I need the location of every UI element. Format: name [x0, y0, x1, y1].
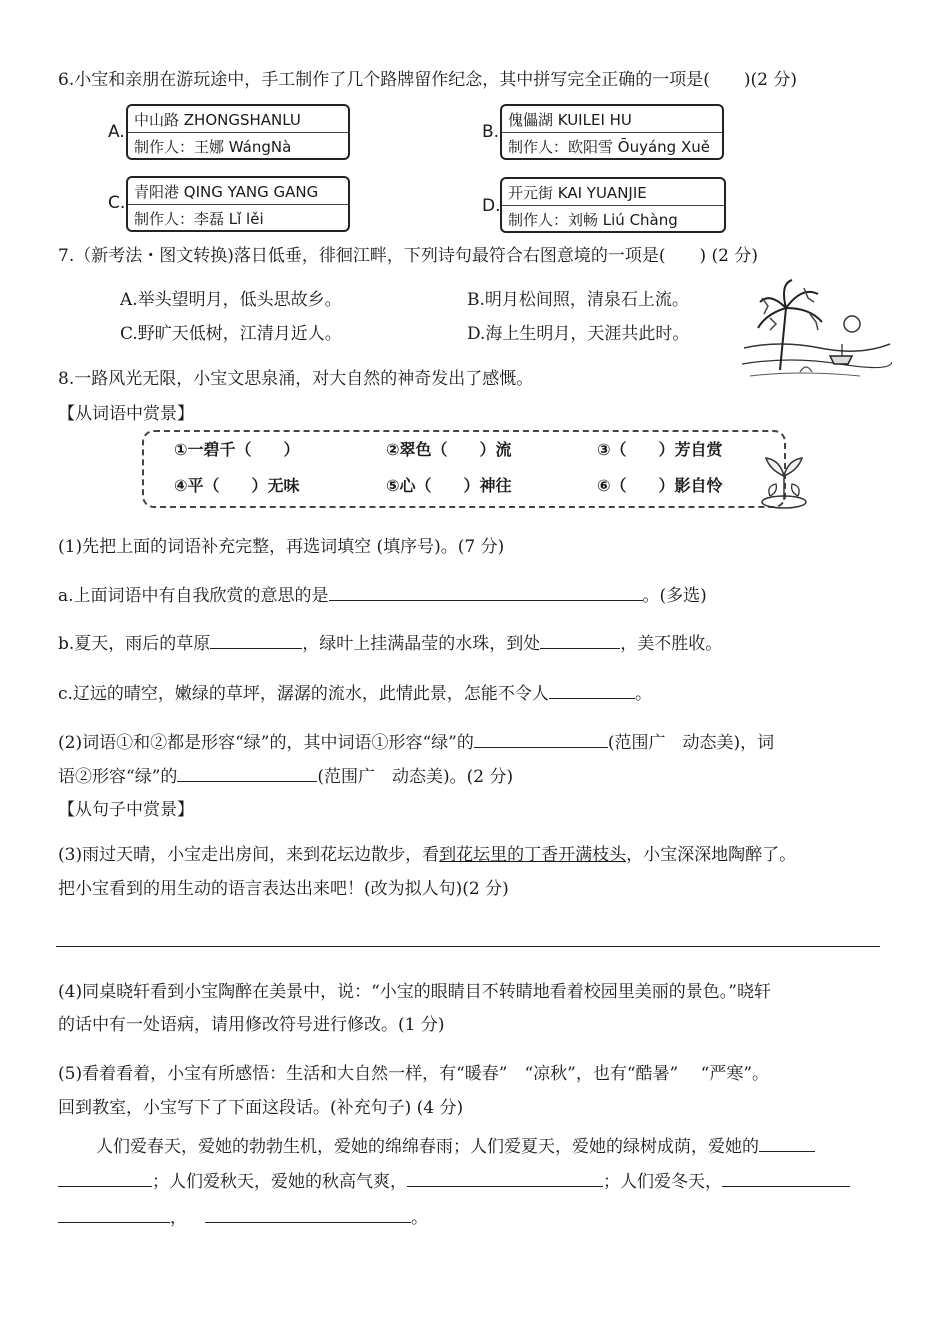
q6-option-c-letter: C.	[108, 193, 126, 213]
q6-option-a-letter: A.	[108, 122, 125, 142]
q8-p3-underlined: 到花坛里的丁香开满枝头	[439, 845, 627, 865]
sign-a-line1: 中山路 ZHONGSHANLU	[134, 111, 301, 129]
q7-option-c: C.野旷天低树，江清月近人。	[120, 324, 342, 344]
q8-part4-line2: 的话中有一处语病，请用修改符号进行修改。(1 分)	[58, 1015, 445, 1035]
riverside-sunset-illustration	[740, 278, 892, 380]
idiom-1: ①一碧千（ ）	[174, 440, 300, 459]
q8-c-prefix: c.辽远的晴空，嫩绿的草坪，潺潺的流水，此情此景，怎能不令人	[58, 684, 549, 704]
q8-p5-l4-post: ；人们爱冬天，	[603, 1172, 722, 1192]
idiom-3: ③（ ）芳自赏	[597, 440, 723, 459]
q8-part5-line1: (5)看着看着，小宝有所感悟：生活和大自然一样，有“暖春” “凉秋”，也有“酷暑” “严寒”。	[58, 1064, 770, 1084]
q8-stem: 8.一路风光无限，小宝文思泉涌，对大自然的神奇发出了感慨。	[58, 369, 534, 389]
q8-part1-a	[58, 582, 707, 608]
answer-blank-p5-6[interactable]	[205, 1204, 411, 1223]
answer-blank-p5-5[interactable]	[58, 1204, 170, 1223]
answer-blank-p5-1[interactable]	[759, 1133, 815, 1152]
q6-option-d-sign	[500, 177, 726, 233]
q8-p5-l5-mid: ，	[170, 1208, 187, 1228]
q7-option-d: D.海上生明月，天涯共此时。	[467, 324, 690, 344]
answer-blank-c[interactable]	[549, 680, 635, 699]
q8-p2-l2-suffix: (范围广 动态美)。(2 分)	[317, 767, 514, 787]
q7-stem: 7.（新考法・图文转换)落日低垂，徘徊江畔，下列诗句最符合右图意境的一项是( ) (2 分)	[58, 246, 759, 266]
q8-p3-suffix: ，小宝深深地陶醉了。	[626, 845, 797, 865]
q8-p5-l5-post: 。	[411, 1208, 428, 1228]
answer-blank-a[interactable]	[329, 582, 643, 601]
answer-blank-p5-2[interactable]	[58, 1168, 152, 1187]
q8-b-prefix: b.夏天，雨后的草原	[58, 634, 211, 654]
q6-stem: 6.小宝和亲朋在游玩途中，手工制作了几个路牌留作纪念，其中拼写完全正确的一项是( )(2 分)	[58, 70, 797, 90]
idiom-2: ②翠色（ ）流	[386, 440, 512, 459]
q8-p2-l2-prefix: 语②形容“绿”的	[58, 767, 178, 787]
q8-part5-line3	[96, 1133, 815, 1159]
q6-option-b-sign	[500, 104, 724, 160]
sign-c-line2: 制作人：李磊 Lǐ lěi	[134, 210, 264, 228]
section-sentence-appreciation: 【从句子中赏景】	[58, 800, 194, 820]
q8-b-suffix: ，美不胜收。	[620, 634, 723, 654]
q8-part3-line2: 把小宝看到的用生动的语言表达出来吧！(改为拟人句)(2 分)	[58, 879, 509, 899]
answer-blank-p2-1[interactable]	[474, 729, 608, 748]
answer-blank-p2-2[interactable]	[177, 763, 317, 782]
q8-part5-line2: 回到教室，小宝写下了下面这段话。(补充句子) (4 分)	[58, 1098, 464, 1118]
q8-p3-prefix: (3)雨过天晴，小宝走出房间，来到花坛边散步，看	[58, 845, 440, 865]
q6-option-a-sign	[126, 104, 350, 160]
q7-option-b: B.明月松间照，清泉石上流。	[467, 290, 689, 310]
sign-d-line1: 开元街 KAI YUANJIE	[508, 184, 647, 202]
q8-a-prefix: a.上面词语中有自我欣赏的意思的是	[58, 586, 329, 606]
q8-p5-l3-text: 人们爱春天，爱她的勃勃生机，爱她的绵绵春雨；人们爱夏天，爱她的绿树成荫，爱她的	[96, 1137, 759, 1157]
q8-part5-line5	[58, 1204, 428, 1230]
answer-blank-p5-3[interactable]	[407, 1168, 603, 1187]
sign-a-line2: 制作人：王娜 WángNà	[134, 138, 292, 156]
idiom-4: ④平（ ）无味	[174, 476, 300, 495]
q8-part1-b	[58, 630, 722, 656]
q8-part1: (1)先把上面的词语补充完整，再选词填空 (填序号)。(7 分)	[58, 537, 505, 557]
q7-option-a: A.举头望明月，低头思故乡。	[120, 290, 342, 310]
answer-line-p3[interactable]	[56, 946, 880, 947]
idiom-5: ⑤心（ ）神往	[386, 476, 512, 495]
idiom-6: ⑥（ ）影自怜	[597, 476, 723, 495]
sign-c-line1: 青阳港 QING YANG GANG	[134, 183, 319, 201]
flower-decoration-icon	[758, 452, 810, 510]
q6-option-c-sign	[126, 176, 350, 232]
answer-blank-b2[interactable]	[540, 630, 620, 649]
q8-p2-prefix: (2)词语①和②都是形容“绿”的，其中词语①形容“绿”的	[58, 733, 474, 753]
q8-p2-suffix: (范围广 动态美)，词	[607, 733, 775, 753]
q8-part4-line1: (4)同桌晓轩看到小宝陶醉在美景中，说：“小宝的眼睛目不转睛地看着校园里美丽的景色。”晓轩	[58, 982, 771, 1002]
sign-b-line2: 制作人：欧阳雪 Ōuyáng Xuě	[508, 138, 710, 156]
q8-part1-c	[58, 680, 652, 706]
sign-d-line2: 制作人：刘畅 Liú Chàng	[508, 211, 678, 229]
q8-c-suffix: 。	[634, 684, 652, 704]
answer-blank-b1[interactable]	[210, 630, 302, 649]
q6-option-d-letter: D.	[482, 196, 501, 216]
q8-b-middle: ，绿叶上挂满晶莹的水珠，到处	[302, 634, 541, 654]
sign-b-line1: 傀儡湖 KUILEI HU	[508, 111, 632, 129]
q8-a-suffix: 。(多选)	[642, 586, 707, 606]
q8-part3-line1	[58, 843, 796, 867]
q6-option-b-letter: B.	[482, 122, 500, 142]
q8-part5-line4	[58, 1168, 850, 1194]
answer-blank-p5-4[interactable]	[722, 1168, 850, 1187]
section-word-appreciation: 【从词语中赏景】	[58, 404, 194, 424]
q8-p5-l4-mid: ；人们爱秋天，爱她的秋高气爽，	[152, 1172, 407, 1192]
q8-part2-line1	[58, 729, 774, 755]
q8-part2-line2	[58, 763, 513, 789]
